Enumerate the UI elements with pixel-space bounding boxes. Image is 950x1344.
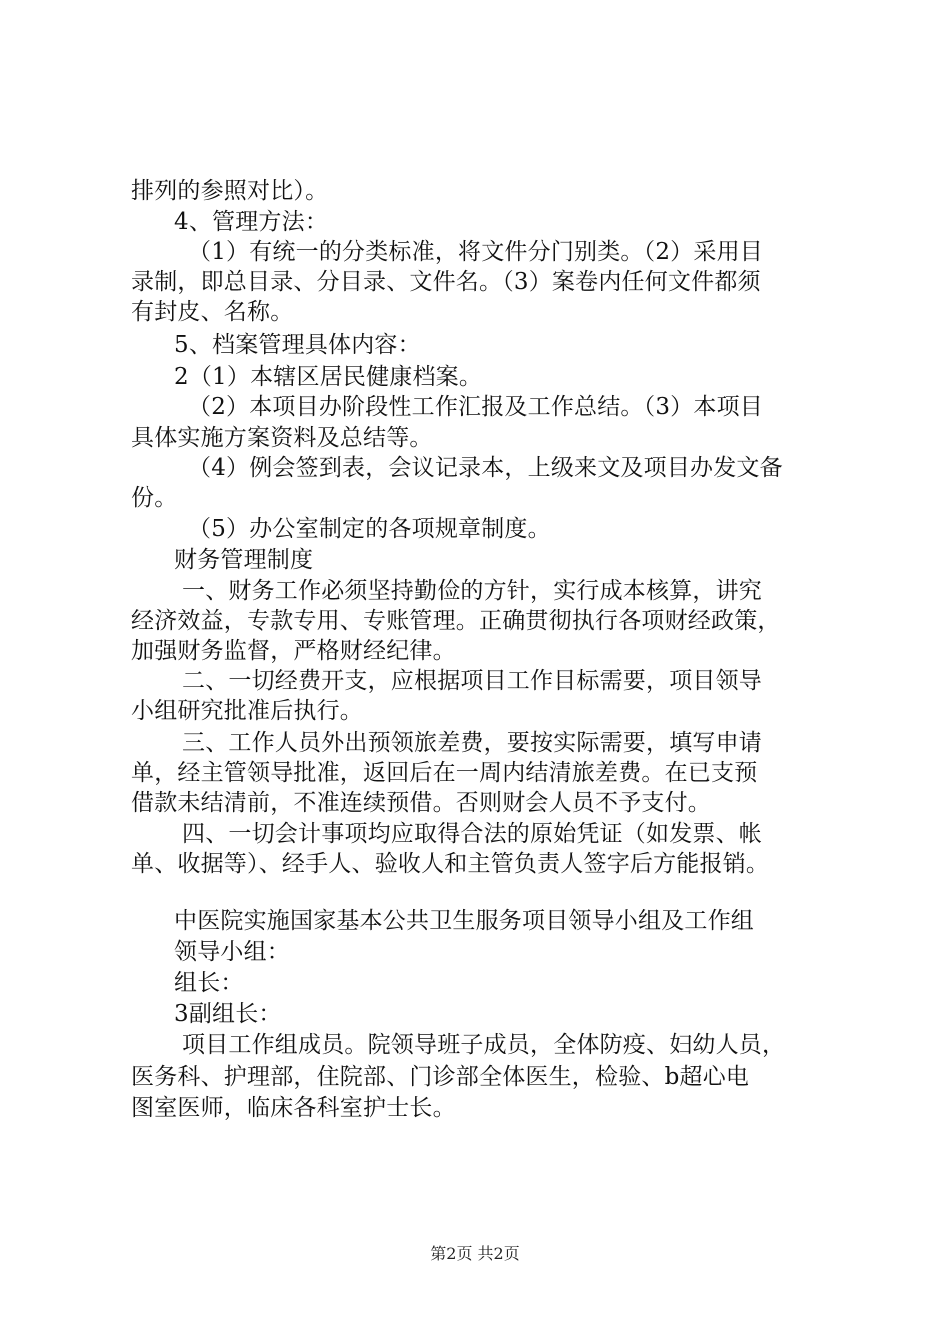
text-line: 四、一切会计事项均应取得合法的原始凭证（如发票、帐 [182, 821, 762, 847]
text-line: 单，经主管领导批准，返回后在一周内结清旅差费。在已支预 [131, 760, 758, 786]
text-line: 一、财务工作必须坚持勤俭的方针，实行成本核算，讲究 [182, 578, 762, 604]
text-line: 组长： [174, 970, 244, 996]
text-line: 领导小组： [174, 939, 290, 965]
text-line: 二、一切经费开支，应根据项目工作目标需要，项目领导 [182, 668, 762, 694]
text-line: 有封皮、名称。 [131, 299, 294, 325]
text-line: 5、档案管理具体内容： [174, 332, 421, 358]
text-line: 图室医师，临床各科室护士长。 [131, 1095, 456, 1121]
text-line: 排列的参照对比）。 [131, 178, 329, 204]
text-line: 借款未结清前，不准连续预借。否则财会人员不予支付。 [131, 790, 711, 816]
text-line: 加强财务监督，严格财经纪律。 [131, 638, 456, 664]
section-heading: 财务管理制度 [174, 547, 314, 573]
text-line: （2）本项目办阶段性工作汇报及工作总结。（3）本项目 [188, 394, 763, 420]
text-line: （1）有统一的分类标准，将文件分门别类。（2）采用目 [188, 239, 763, 265]
text-line: 4、管理方法： [174, 209, 329, 235]
text-line: 项目工作组成员。院领导班子成员，全体防疫、妇幼人员， [182, 1032, 786, 1058]
text-line: 份。 [131, 485, 178, 511]
text-line: 2（1）本辖区居民健康档案。 [174, 364, 483, 390]
text-line: 三、工作人员外出预领旅差费，要按实际需要，填写申请 [182, 730, 762, 756]
text-line: 录制，即总目录、分目录、文件名。（3）案卷内任何文件都须 [131, 269, 761, 295]
text-line: 医务科、护理部，住院部、门诊部全体医生，检验、b超心电 [131, 1064, 750, 1090]
text-line: 小组研究批准后执行。 [131, 698, 363, 724]
page-footer: 第2页 共2页 [430, 1244, 520, 1263]
section-heading: 中医院实施国家基本公共卫生服务项目领导小组及工作组 [174, 908, 754, 934]
text-line: （4）例会签到表，会议记录本，上级来文及项目办发文备 [188, 455, 783, 481]
text-line: 经济效益，专款专用、专账管理。正确贯彻执行各项财经政策， [131, 608, 781, 634]
text-line: （5）办公室制定的各项规章制度。 [188, 516, 551, 542]
text-line: 单、收据等）、经手人、验收人和主管负责人签字后方能报销。 [131, 851, 770, 877]
text-line: 具体实施方案资料及总结等。 [131, 425, 433, 451]
text-line: 3副组长： [174, 1001, 282, 1027]
